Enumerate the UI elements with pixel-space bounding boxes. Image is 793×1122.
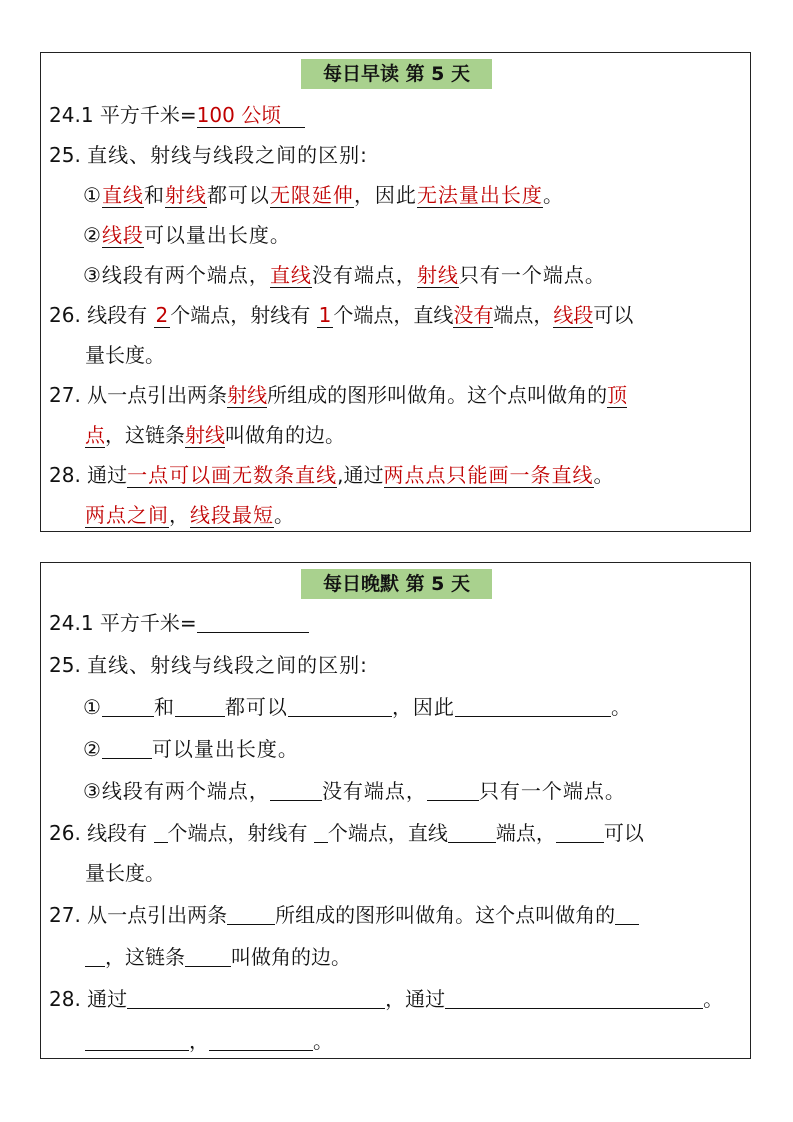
text: ，通过 <box>385 987 446 1011</box>
q28-continuation <box>85 501 295 529</box>
text: ， <box>189 1029 209 1053</box>
text: 个端点，射线有 <box>167 821 314 845</box>
q27-line <box>49 901 639 929</box>
marker-1: ① <box>83 695 102 719</box>
text: ，因此 <box>391 695 455 719</box>
q25-number: 25. <box>49 653 81 677</box>
q28-continuation <box>85 1027 333 1055</box>
answer-1: 1 <box>318 303 332 327</box>
text: 。 <box>313 1029 333 1053</box>
text: 和 <box>153 695 175 719</box>
q25-item2 <box>83 735 299 763</box>
q28-number: 28. <box>49 987 81 1011</box>
q24-line <box>49 609 309 637</box>
blank[interactable] <box>427 780 479 801</box>
text: 只有一个端点。 <box>478 779 626 803</box>
q27-number: 27. <box>49 903 81 927</box>
blank[interactable] <box>455 696 611 717</box>
answer-2: 2 <box>155 303 169 327</box>
answer-shortest: 线段最短 <box>190 503 274 527</box>
q26-number: 26. <box>49 303 81 327</box>
text: ， <box>169 503 190 527</box>
answer-infinite: 无限延伸 <box>269 183 354 207</box>
answer-unmeasurable: 无法量出长度 <box>416 183 543 207</box>
answer-ray: 射线 <box>416 263 459 287</box>
text: 和 <box>143 183 165 207</box>
text: 没有端点， <box>311 263 417 287</box>
q27-number: 27. <box>49 383 81 407</box>
q24-text: 1 平方千米= <box>80 103 197 127</box>
text: 线段有 <box>87 303 154 327</box>
answer-line: 直线 <box>101 183 144 207</box>
answer-two-points: 两点点只能画一条直线 <box>383 463 594 487</box>
answer-none: 没有 <box>453 303 494 327</box>
answer-one-point: 一点可以画无数条直线 <box>127 463 338 487</box>
text: 个端点，直线 <box>333 303 454 327</box>
morning-review-box <box>40 52 751 532</box>
text: 。 <box>703 987 724 1011</box>
text: 。 <box>593 463 614 487</box>
blank[interactable] <box>445 988 703 1009</box>
q24-answer: 100 公顷 <box>197 103 306 128</box>
blank[interactable] <box>314 822 328 843</box>
blank[interactable] <box>154 822 168 843</box>
q26-number: 26. <box>49 821 81 845</box>
answer-segment: 线段 <box>101 223 144 247</box>
marker-2: ② <box>83 223 102 247</box>
blank[interactable] <box>85 1030 189 1051</box>
text: 叫做角的边。 <box>225 423 345 447</box>
q25-line <box>49 141 368 169</box>
q25-text: 直线、射线与线段之间的区别: <box>87 653 368 677</box>
answer-vertex-part1: 顶 <box>607 383 628 407</box>
q25-line <box>49 651 368 679</box>
blank[interactable] <box>288 696 392 717</box>
answer-between-points: 两点之间 <box>85 503 169 527</box>
blank[interactable] <box>185 946 231 967</box>
blank[interactable] <box>615 904 639 925</box>
evening-review-box <box>40 562 751 1059</box>
blank[interactable] <box>227 904 275 925</box>
blank[interactable] <box>556 822 604 843</box>
text: 端点， <box>493 303 554 327</box>
text: ,通过 <box>337 463 384 487</box>
q25-text: 直线、射线与线段之间的区别: <box>87 143 368 167</box>
text: 所组成的图形叫做角。这个点叫做角的 <box>275 903 616 927</box>
blank[interactable] <box>209 1030 313 1051</box>
text: 个端点，射线有 <box>170 303 317 327</box>
answer-vertex-part2: 点 <box>85 423 105 447</box>
q27-line <box>49 381 627 409</box>
text: 从一点引出两条 <box>87 903 228 927</box>
blank[interactable] <box>127 988 385 1009</box>
answer-ray: 射线 <box>227 383 268 407</box>
text: 可以量出长度。 <box>143 223 291 247</box>
text: 。 <box>274 503 295 527</box>
blank[interactable] <box>85 946 105 967</box>
text: ，因此 <box>353 183 417 207</box>
blank[interactable] <box>102 738 152 759</box>
text: 通过 <box>87 987 128 1011</box>
q25-item2 <box>83 221 291 249</box>
answer-ray: 射线 <box>185 423 225 447</box>
text: 只有一个端点。 <box>458 263 606 287</box>
q25-item3 <box>83 777 626 805</box>
q28-line <box>49 461 614 489</box>
q24-text: 1 平方千米= <box>80 611 197 635</box>
text: 可以 <box>603 821 644 845</box>
q25-item1 <box>83 693 632 721</box>
q26-line <box>49 301 633 329</box>
q24-number: 24. <box>49 103 81 127</box>
q26-continuation: 量长度。 <box>85 861 165 885</box>
text: 所组成的图形叫做角。这个点叫做角的 <box>267 383 608 407</box>
blank[interactable] <box>102 696 154 717</box>
text: ，这链条 <box>105 423 185 447</box>
text: ，这链条 <box>105 945 185 969</box>
text: 线段有 <box>87 821 154 845</box>
text: 叫做角的边。 <box>231 945 351 969</box>
text: ③线段有两个端点， <box>83 263 270 287</box>
text: 都可以 <box>224 695 288 719</box>
text: 可以 <box>593 303 634 327</box>
text: 可以量出长度。 <box>151 737 299 761</box>
text: 端点， <box>495 821 556 845</box>
answer-line: 直线 <box>269 263 312 287</box>
text: 从一点引出两条 <box>87 383 228 407</box>
q28-line <box>49 985 723 1013</box>
marker-2: ② <box>83 737 102 761</box>
morning-title: 每日早读 第 5 天 <box>301 59 492 89</box>
blank[interactable] <box>175 696 225 717</box>
q28-number: 28. <box>49 463 81 487</box>
text: 通过 <box>87 463 128 487</box>
text: 没有端点， <box>321 779 427 803</box>
text: ③线段有两个端点， <box>83 779 270 803</box>
q24-blank[interactable] <box>197 612 309 633</box>
q24-line <box>49 101 305 129</box>
evening-title: 每日晚默 第 5 天 <box>301 569 492 599</box>
answer-ray: 射线 <box>164 183 207 207</box>
q25-item3 <box>83 261 606 289</box>
blank[interactable] <box>270 780 322 801</box>
blank[interactable] <box>448 822 496 843</box>
q25-item1 <box>83 181 564 209</box>
q27-continuation <box>85 943 351 971</box>
answer-segment: 线段 <box>553 303 594 327</box>
q24-number: 24. <box>49 611 81 635</box>
text: 。 <box>542 183 564 207</box>
q25-number: 25. <box>49 143 81 167</box>
q26-continuation: 量长度。 <box>85 343 165 367</box>
marker-1: ① <box>83 183 102 207</box>
text: 都可以 <box>206 183 270 207</box>
q26-line <box>49 819 644 847</box>
text: 。 <box>610 695 632 719</box>
q27-continuation <box>85 421 345 449</box>
text: 个端点，直线 <box>327 821 448 845</box>
